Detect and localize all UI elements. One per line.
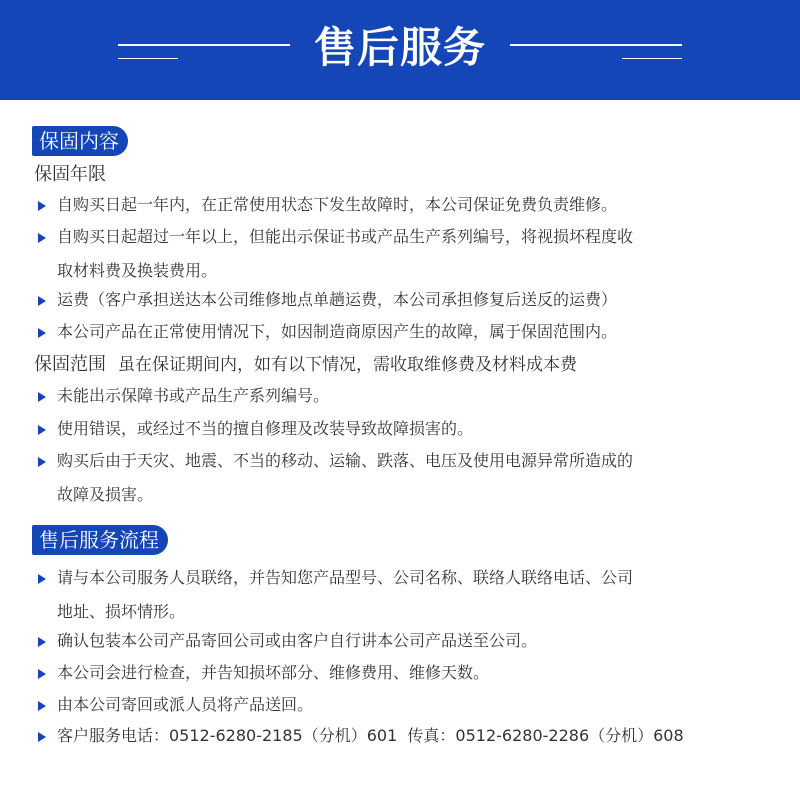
- bullet-arrow-icon: [38, 701, 46, 711]
- list-item: [38, 563, 758, 627]
- bullet-arrow-icon: [38, 574, 46, 584]
- list-item-text-cont: 故障及损害。: [57, 485, 154, 504]
- bullet-arrow-icon: [38, 201, 46, 211]
- list-item-text: 确认包装本公司产品寄回公司或由客户自行讲本公司产品送至公司。: [57, 631, 538, 650]
- list-item-text: 运费（客户承担送达本公司维修地点单趟运费，本公司承担修复后送反的运费）: [57, 290, 618, 309]
- list-item-text: 本公司产品在正常使用情况下，如因制造商原因产生的故障，属于保固范围内。: [57, 322, 618, 341]
- header-banner: [0, 0, 800, 100]
- list-item: [38, 190, 758, 220]
- bullet-arrow-icon: [38, 233, 46, 243]
- list-item: [38, 317, 758, 347]
- subhead-warranty-scope-note: 虽在保证期间内，如有以下情况，需收取维修费及材料成本费: [118, 355, 577, 375]
- list-item: [38, 721, 758, 751]
- section-tag-warranty: 保固内容: [32, 126, 128, 156]
- subhead-warranty-period: [34, 163, 106, 187]
- bullet-arrow-icon: [38, 328, 46, 338]
- list-item: [38, 690, 758, 720]
- list-item-text: 本公司会进行检查，并告知损坏部分、维修费用、维修天数。: [57, 663, 490, 682]
- bullet-arrow-icon: [38, 637, 46, 647]
- subhead-warranty-period-title: 保固年限: [34, 164, 106, 185]
- subhead-warranty-scope-title: 保固范围: [34, 354, 106, 375]
- list-item-text: 请与本公司服务人员联络，并告知您产品型号、公司名称、联络人联络电话、公司: [57, 568, 634, 587]
- bullet-arrow-icon: [38, 425, 46, 435]
- list-item-text: 未能出示保障书或产品生产系列编号。: [57, 386, 330, 405]
- list-item-text-cont: 取材料费及换装费用。: [57, 261, 218, 280]
- list-item: [38, 222, 758, 286]
- bullet-arrow-icon: [38, 669, 46, 679]
- list-item: [38, 446, 758, 510]
- list-item-text: 购买后由于天灾、地震、不当的移动、运输、跌落、电压及使用电源异常所造成的: [57, 451, 634, 470]
- bullet-arrow-icon: [38, 392, 46, 402]
- bullet-arrow-icon: [38, 296, 46, 306]
- contact-phone-fax: 客户服务电话：0512-6280-2185（分机）601 传真：0512-6280-2286（分机）608: [57, 726, 684, 745]
- list-item: [38, 381, 758, 411]
- list-item-text: 自购买日起一年内，在正常使用状态下发生故障时，本公司保证免费负责维修。: [57, 195, 618, 214]
- list-item-text: 使用错误，或经过不当的擅自修理及改装导致故障损害的。: [57, 419, 474, 438]
- list-item-text: 由本公司寄回或派人员将产品送回。: [57, 695, 314, 714]
- list-item-text: 自购买日起超过一年以上，但能出示保证书或产品生产系列编号，将视损坏程度收: [57, 227, 634, 246]
- list-item: [38, 414, 758, 444]
- list-item-text-cont: 地址、损坏情形。: [57, 602, 186, 621]
- section-tag-process: 售后服务流程: [32, 525, 168, 555]
- subhead-warranty-scope: [34, 353, 577, 377]
- list-item: [38, 626, 758, 656]
- bullet-arrow-icon: [38, 732, 46, 742]
- bullet-arrow-icon: [38, 457, 46, 467]
- list-item: [38, 285, 758, 315]
- page-title: 售后服务: [313, 23, 486, 72]
- list-item: [38, 658, 758, 688]
